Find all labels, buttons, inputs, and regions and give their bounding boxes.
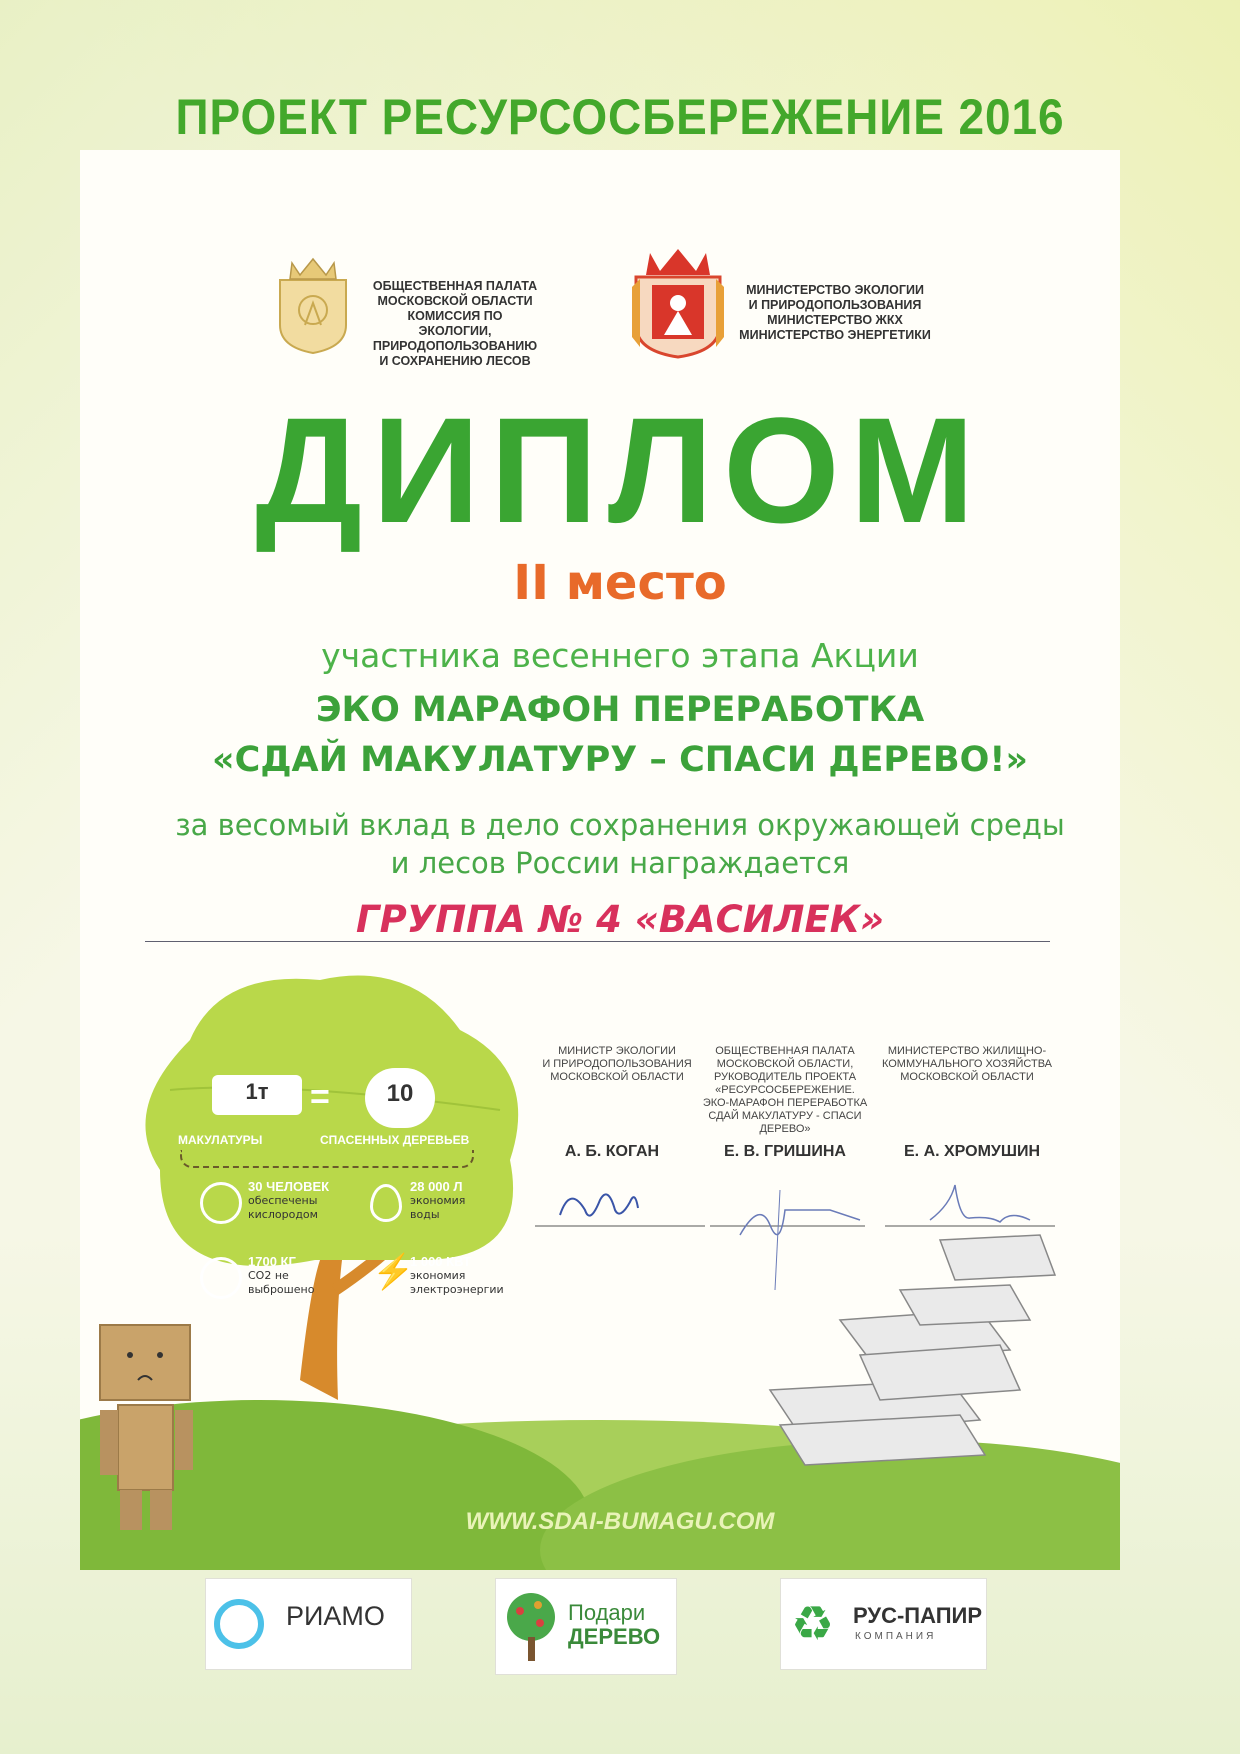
stat-energy: 1 000 КВТ экономия электроэнергии <box>410 1254 504 1296</box>
sponsor-riamo: РИАМО <box>205 1578 412 1670</box>
signature-1 <box>560 1194 638 1215</box>
recycle-icon: ♻ <box>791 1596 835 1652</box>
signatory-2-name: Е. В. ГРИШИНА <box>724 1143 846 1160</box>
signature-3 <box>930 1185 1030 1222</box>
campaign-slogan: «СДАЙ МАКУЛАТУРУ – СПАСИ ДЕРЕВО!» <box>212 740 1028 780</box>
weight-badge: 1т <box>212 1075 302 1115</box>
sponsor-rus-papir: ♻ РУС-ПАПИР КОМПАНИЯ <box>780 1578 987 1670</box>
campaign-name: ЭКО МАРАФОН ПЕРЕРАБОТКА <box>315 690 925 730</box>
stat-oxygen: 30 ЧЕЛОВЕК обеспечены кислородом <box>248 1179 330 1221</box>
moscow-oblast-crest-icon <box>270 255 356 355</box>
label-trees: СПАСЕННЫХ ДЕРЕВЬЕВ <box>320 1133 470 1147</box>
lightning-icon: ⚡ <box>372 1253 415 1291</box>
log-badge: 10 <box>365 1068 435 1128</box>
project-title: ПРОЕКТ РЕСУРСОСБЕРЕЖЕНИЕ 2016 <box>175 89 1065 145</box>
box-robot-head <box>100 1325 190 1400</box>
signatory-1-caption: МИНИСТР ЭКОЛОГИИ И ПРИРОДОПОЛЬЗОВАНИЯ МОСКОВСКОЙ ОБЛАСТИ <box>542 1045 692 1083</box>
stat-water: 28 000 Л экономия воды <box>410 1179 466 1221</box>
signature-2 <box>740 1210 860 1235</box>
contribution-line: за весомый вклад в дело сохранения окружающей среды <box>175 808 1065 842</box>
sponsor-podari-derevo: Подари ДЕРЕВО <box>495 1578 677 1675</box>
brace <box>180 1150 474 1168</box>
signatory-3-caption: МИНИСТЕРСТВО ЖИЛИЩНО- КОММУНАЛЬНОГО ХОЗЯЙСТВА МОСКОВСКОЙ ОБЛАСТИ <box>881 1045 1053 1083</box>
signatory-3-name: Е. А. ХРОМУШИН <box>904 1143 1040 1160</box>
place-label: II место <box>513 555 727 611</box>
stat-co2: 1700 КГ CO2 не выброшено <box>248 1254 315 1296</box>
equals-sign: = <box>310 1078 330 1116</box>
tree-logo-icon <box>504 1589 559 1664</box>
awarded-line: и лесов России награждается <box>390 846 850 880</box>
label-paper: МАКУЛАТУРЫ <box>178 1133 263 1147</box>
signatures-area <box>530 1180 1070 1310</box>
co2-icon <box>200 1257 242 1299</box>
riamo-logo-icon <box>214 1599 264 1649</box>
signatory-1-name: А. Б. КОГАН <box>564 1143 660 1160</box>
participant-line: участника весеннего этапа Акции <box>321 636 919 675</box>
moscow-region-coat-of-arms-icon <box>630 247 726 359</box>
water-drop-icon <box>370 1184 402 1222</box>
awardee-name: ГРУППА № 4 «ВАСИЛЕК» <box>356 898 884 941</box>
diploma-title: ДИПЛОМ <box>255 386 985 554</box>
signatory-2-caption: ОБЩЕСТВЕННАЯ ПАЛАТА МОСКОВСКОЙ ОБЛАСТИ, РУКОВОДИТЕЛЬ ПРОЕКТА «РЕСУРСОСБЕРЕЖЕНИЕ. ЭКО-МАРАФОН ПЕРЕРАБОТКА СДАЙ МАКУЛАТУРУ - СПАСИ ДЕРЕВО» <box>702 1045 868 1135</box>
lungs-icon <box>200 1182 242 1224</box>
awardee-underline <box>145 941 1050 942</box>
website-url[interactable]: WWW.SDAI-BUMAGU.COM <box>465 1508 775 1535</box>
